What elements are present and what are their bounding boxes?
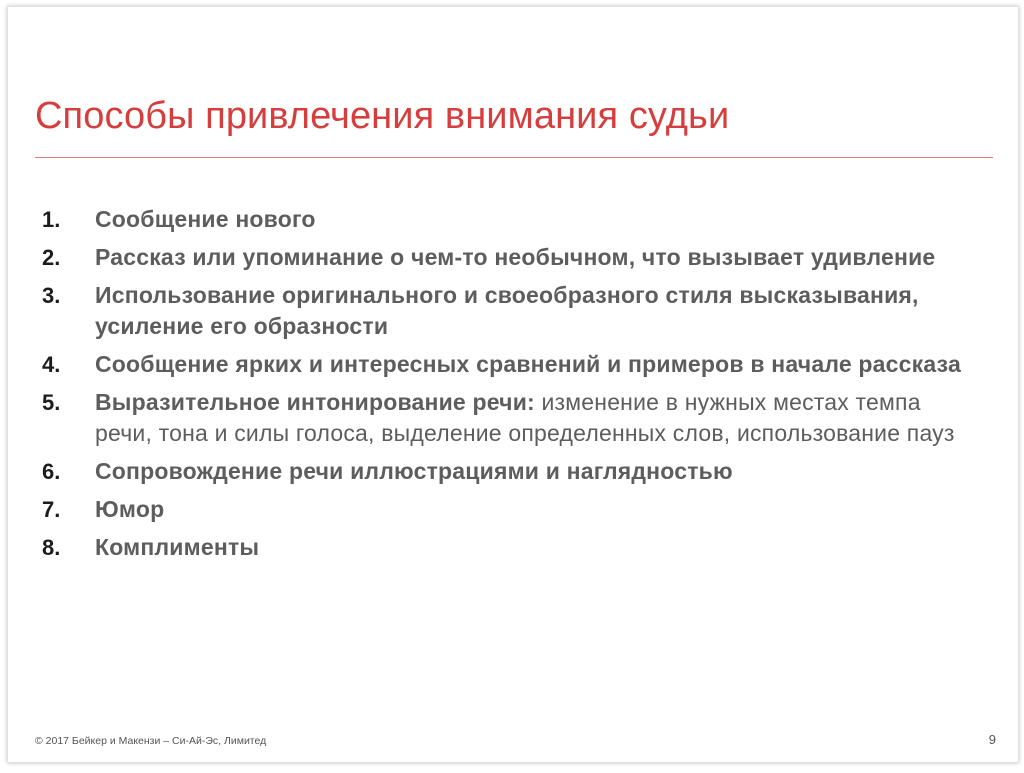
methods-list bbox=[42, 204, 982, 570]
item-number: 7. bbox=[42, 497, 61, 522]
item-bold-text: Выразительное интонирование речи: bbox=[95, 389, 535, 415]
item-text bbox=[95, 349, 961, 380]
item-text bbox=[95, 280, 982, 342]
item-bold-text: Сопровождение речи иллюстрациями и наглядностью bbox=[95, 458, 733, 484]
list-item bbox=[42, 532, 982, 563]
slide-title: Способы привлечения внимания судьи bbox=[35, 95, 730, 137]
item-text bbox=[95, 204, 316, 235]
list-item bbox=[42, 456, 982, 487]
item-text bbox=[95, 242, 935, 273]
item-bold-text: Рассказ или упоминание о чем-то необычном, что вызывает удивление bbox=[95, 244, 936, 270]
list-item bbox=[42, 387, 982, 449]
item-normal-text: изменение в нужных местах темпа речи, тона и силы голоса, выделение определенных слов, использование пауз bbox=[95, 389, 955, 446]
item-text bbox=[95, 532, 259, 563]
item-number: 8. bbox=[42, 535, 61, 560]
item-bold-text: Юмор bbox=[95, 496, 165, 522]
item-number: 1. bbox=[42, 207, 61, 232]
list-item bbox=[42, 494, 982, 525]
item-text bbox=[95, 494, 164, 525]
list-item bbox=[42, 349, 982, 380]
copyright-footer: © 2017 Бейкер и Макензи – Си-Ай-Эс, Лимитед bbox=[35, 735, 267, 747]
item-text bbox=[95, 456, 733, 487]
item-number: 2. bbox=[42, 245, 61, 270]
list-item bbox=[42, 280, 982, 342]
item-number: 4. bbox=[42, 352, 61, 377]
list-item bbox=[42, 242, 982, 273]
item-text bbox=[95, 387, 982, 449]
item-bold-text: Использование оригинального и своеобразного стиля высказывания, усиление его образности bbox=[95, 282, 919, 339]
list-item bbox=[42, 204, 982, 235]
item-bold-text: Сообщение нового bbox=[95, 206, 316, 232]
slide bbox=[7, 6, 1019, 763]
item-number: 6. bbox=[42, 459, 61, 484]
item-number: 5. bbox=[42, 390, 61, 415]
page-number: 9 bbox=[988, 732, 996, 747]
title-divider bbox=[35, 157, 993, 158]
item-bold-text: Сообщение ярких и интересных сравнений и примеров в начале рассказа bbox=[95, 351, 961, 377]
item-number: 3. bbox=[42, 283, 61, 308]
item-bold-text: Комплименты bbox=[95, 534, 260, 560]
